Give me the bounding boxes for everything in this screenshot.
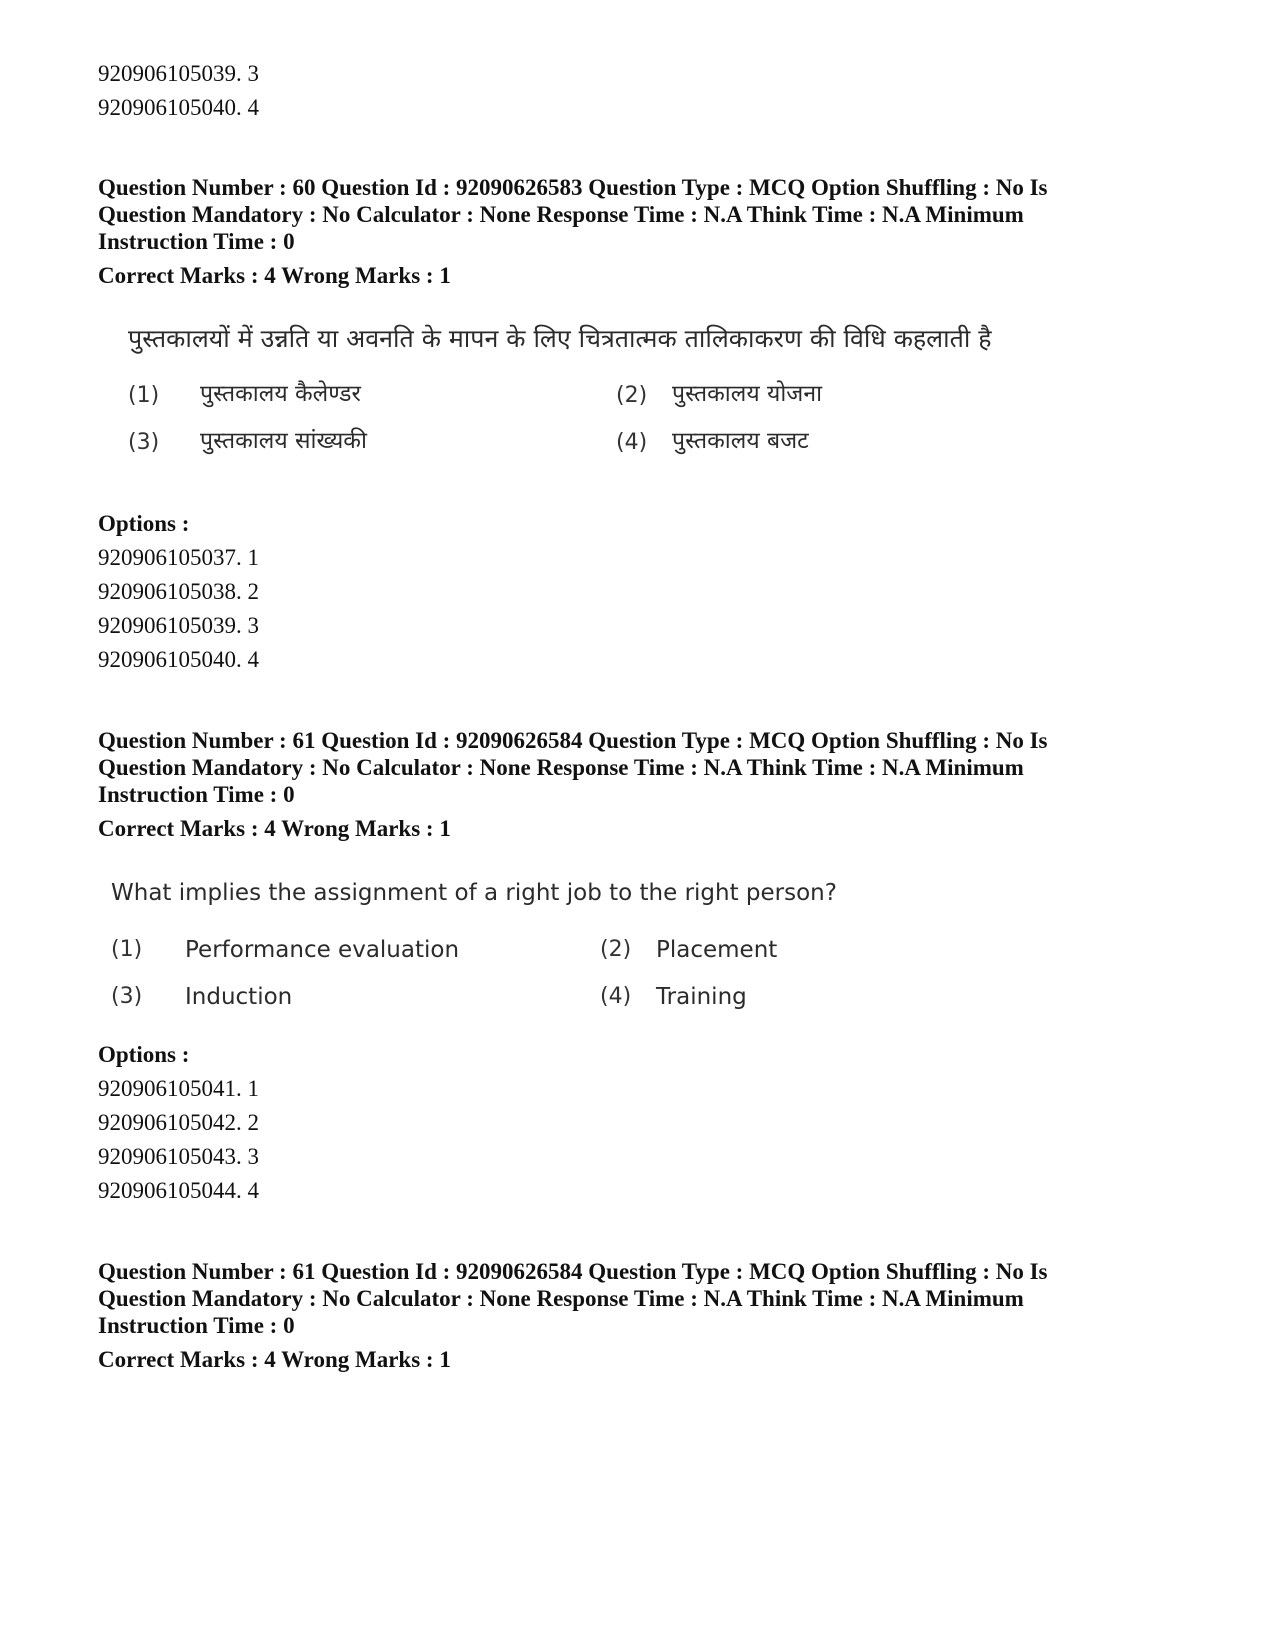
question-header-line: Instruction Time : 0 — [98, 1313, 295, 1338]
question-header-line: Question Number : 60 Question Id : 92090626583 Question Type : MCQ Option Shuffling : No Is — [98, 175, 1048, 200]
question-header-line: Question Mandatory : No Calculator : None Response Time : N.A Think Time : N.A Minimum — [98, 755, 1024, 780]
choice-text: Induction — [185, 984, 293, 1010]
option-line: 920906105038. 2 — [98, 579, 259, 604]
marks-line: Correct Marks : 4 Wrong Marks : 1 — [98, 1347, 451, 1372]
marks-line: Correct Marks : 4 Wrong Marks : 1 — [98, 816, 451, 841]
choice-text: पुस्तकालय कैलेण्डर — [200, 381, 361, 407]
choice-number: (1) — [111, 937, 143, 962]
option-line: 920906105039. 3 — [98, 61, 259, 86]
choice-text: पुस्तकालय बजट — [672, 428, 809, 454]
marks-line: Correct Marks : 4 Wrong Marks : 1 — [98, 263, 451, 288]
choice-number: (2) — [600, 937, 632, 962]
question-text: पुस्तकालयों में उन्नति या अवनति के मापन के लिए चित्रतात्मक तालिकाकरण की विधि कहलाती है — [128, 324, 992, 353]
choice-text: Placement — [656, 937, 778, 963]
choice-number: (3) — [128, 430, 160, 455]
question-text: What implies the assignment of a right job to the right person? — [111, 880, 837, 906]
question-header-line: Question Number : 61 Question Id : 92090626584 Question Type : MCQ Option Shuffling : No Is — [98, 728, 1048, 753]
choice-text: Performance evaluation — [185, 937, 460, 963]
choice-number: (1) — [128, 383, 160, 408]
option-line: 920906105043. 3 — [98, 1144, 259, 1169]
options-label: Options : — [98, 1042, 190, 1067]
question-header-line: Instruction Time : 0 — [98, 782, 295, 807]
choice-text: पुस्तकालय योजना — [672, 381, 823, 407]
option-line: 920906105037. 1 — [98, 545, 259, 570]
option-line: 920906105040. 4 — [98, 95, 259, 120]
choice-number: (4) — [600, 984, 632, 1009]
options-label: Options : — [98, 511, 190, 536]
choice-number: (4) — [616, 430, 648, 455]
question-header-line: Question Mandatory : No Calculator : None Response Time : N.A Think Time : N.A Minimum — [98, 202, 1024, 227]
option-line: 920906105040. 4 — [98, 647, 259, 672]
question-header-line: Question Number : 61 Question Id : 92090626584 Question Type : MCQ Option Shuffling : No Is — [98, 1259, 1048, 1284]
option-line: 920906105041. 1 — [98, 1076, 259, 1101]
choice-number: (2) — [616, 383, 648, 408]
choice-number: (3) — [111, 984, 143, 1009]
choice-text: पुस्तकालय सांख्यकी — [200, 428, 367, 454]
question-header-line: Instruction Time : 0 — [98, 229, 295, 254]
option-line: 920906105039. 3 — [98, 613, 259, 638]
option-line: 920906105042. 2 — [98, 1110, 259, 1135]
option-line: 920906105044. 4 — [98, 1178, 259, 1203]
question-header-line: Question Mandatory : No Calculator : None Response Time : N.A Think Time : N.A Minimum — [98, 1286, 1024, 1311]
choice-text: Training — [656, 984, 747, 1010]
